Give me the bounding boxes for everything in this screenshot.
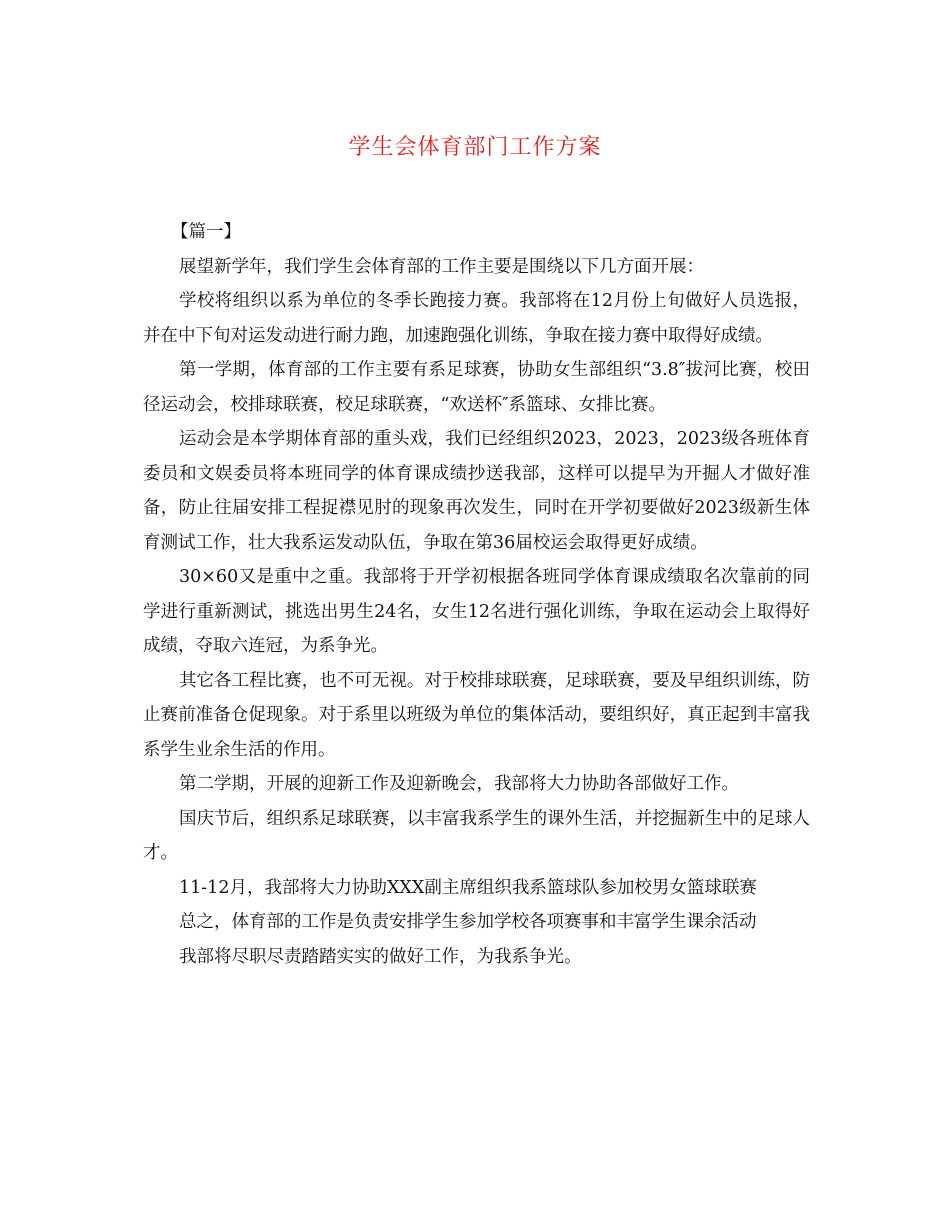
paragraph: 总之，体育部的工作是负责安排学生参加学校各项赛事和丰富学生课余活动 (179, 912, 757, 932)
section-label: 【篇一】 (171, 222, 241, 242)
paragraph: 其它各工程比赛，也不可无视。对于校排球联赛，足球联赛，要及早组织训练，防止赛前准备仓促现象。对于系里以班级为单位的集体活动，要组织好，真正起到丰富我系学生业余生活的作用。 (143, 670, 810, 760)
paragraph: 11-12月，我部将大力协助XXX副主席组织我系篮球队参加校男女篮球联赛 (179, 877, 757, 898)
paragraph: 第一学期，体育部的工作主要有系足球赛，协助女生部组织“3.8″拔河比赛，校田径运动会，校排球联赛，校足球联赛，“欢送杯″系篮球、女排比赛。 (143, 360, 810, 415)
paragraph: 学校将组织以系为单位的冬季长跑接力赛。我部将在12月份上旬做好人员选报，并在中下旬对运发动进行耐力跑，加速跑强化训练，争取在接力赛中取得好成绩。 (143, 291, 810, 346)
paragraph: 第二学期，开展的迎新工作及迎新晚会，我部将大力协助各部做好工作。 (179, 774, 739, 794)
paragraph: 我部将尽职尽责踏踏实实的做好工作，为我系争光。 (179, 946, 582, 967)
paragraph: 国庆节后，组织系足球联赛，以丰富我系学生的课外生活，并挖掘新生中的足球人才。 (143, 808, 810, 863)
paragraph: 运动会是本学期体育部的重头戏，我们已经组织2023，2023，2023级各班体育委员和文娱委员将本班同学的体育课成绩抄送我部，这样可以提早为开掘人才做好准备，防止往届安排工程捉襟见肘的现象再次发生，同时在开学初要做好2023级新生体育测试工作，壮大我系运发动队伍，争取在第36届校运会取得更好成绩。 (143, 429, 810, 553)
document-title: 学生会体育部门工作方案 (348, 135, 602, 160)
paragraph: 30×60又是重中之重。我部将于开学初根据各班同学体育课成绩取名次靠前的同学进行重新测试，挑选出男生24名，女生12名进行强化训练，争取在运动会上取得好成绩，夺取六连冠，为系争光。 (143, 567, 810, 656)
paragraph: 展望新学年，我们学生会体育部的工作主要是围绕以下几方面开展： (179, 256, 704, 277)
document-body (143, 215, 810, 974)
